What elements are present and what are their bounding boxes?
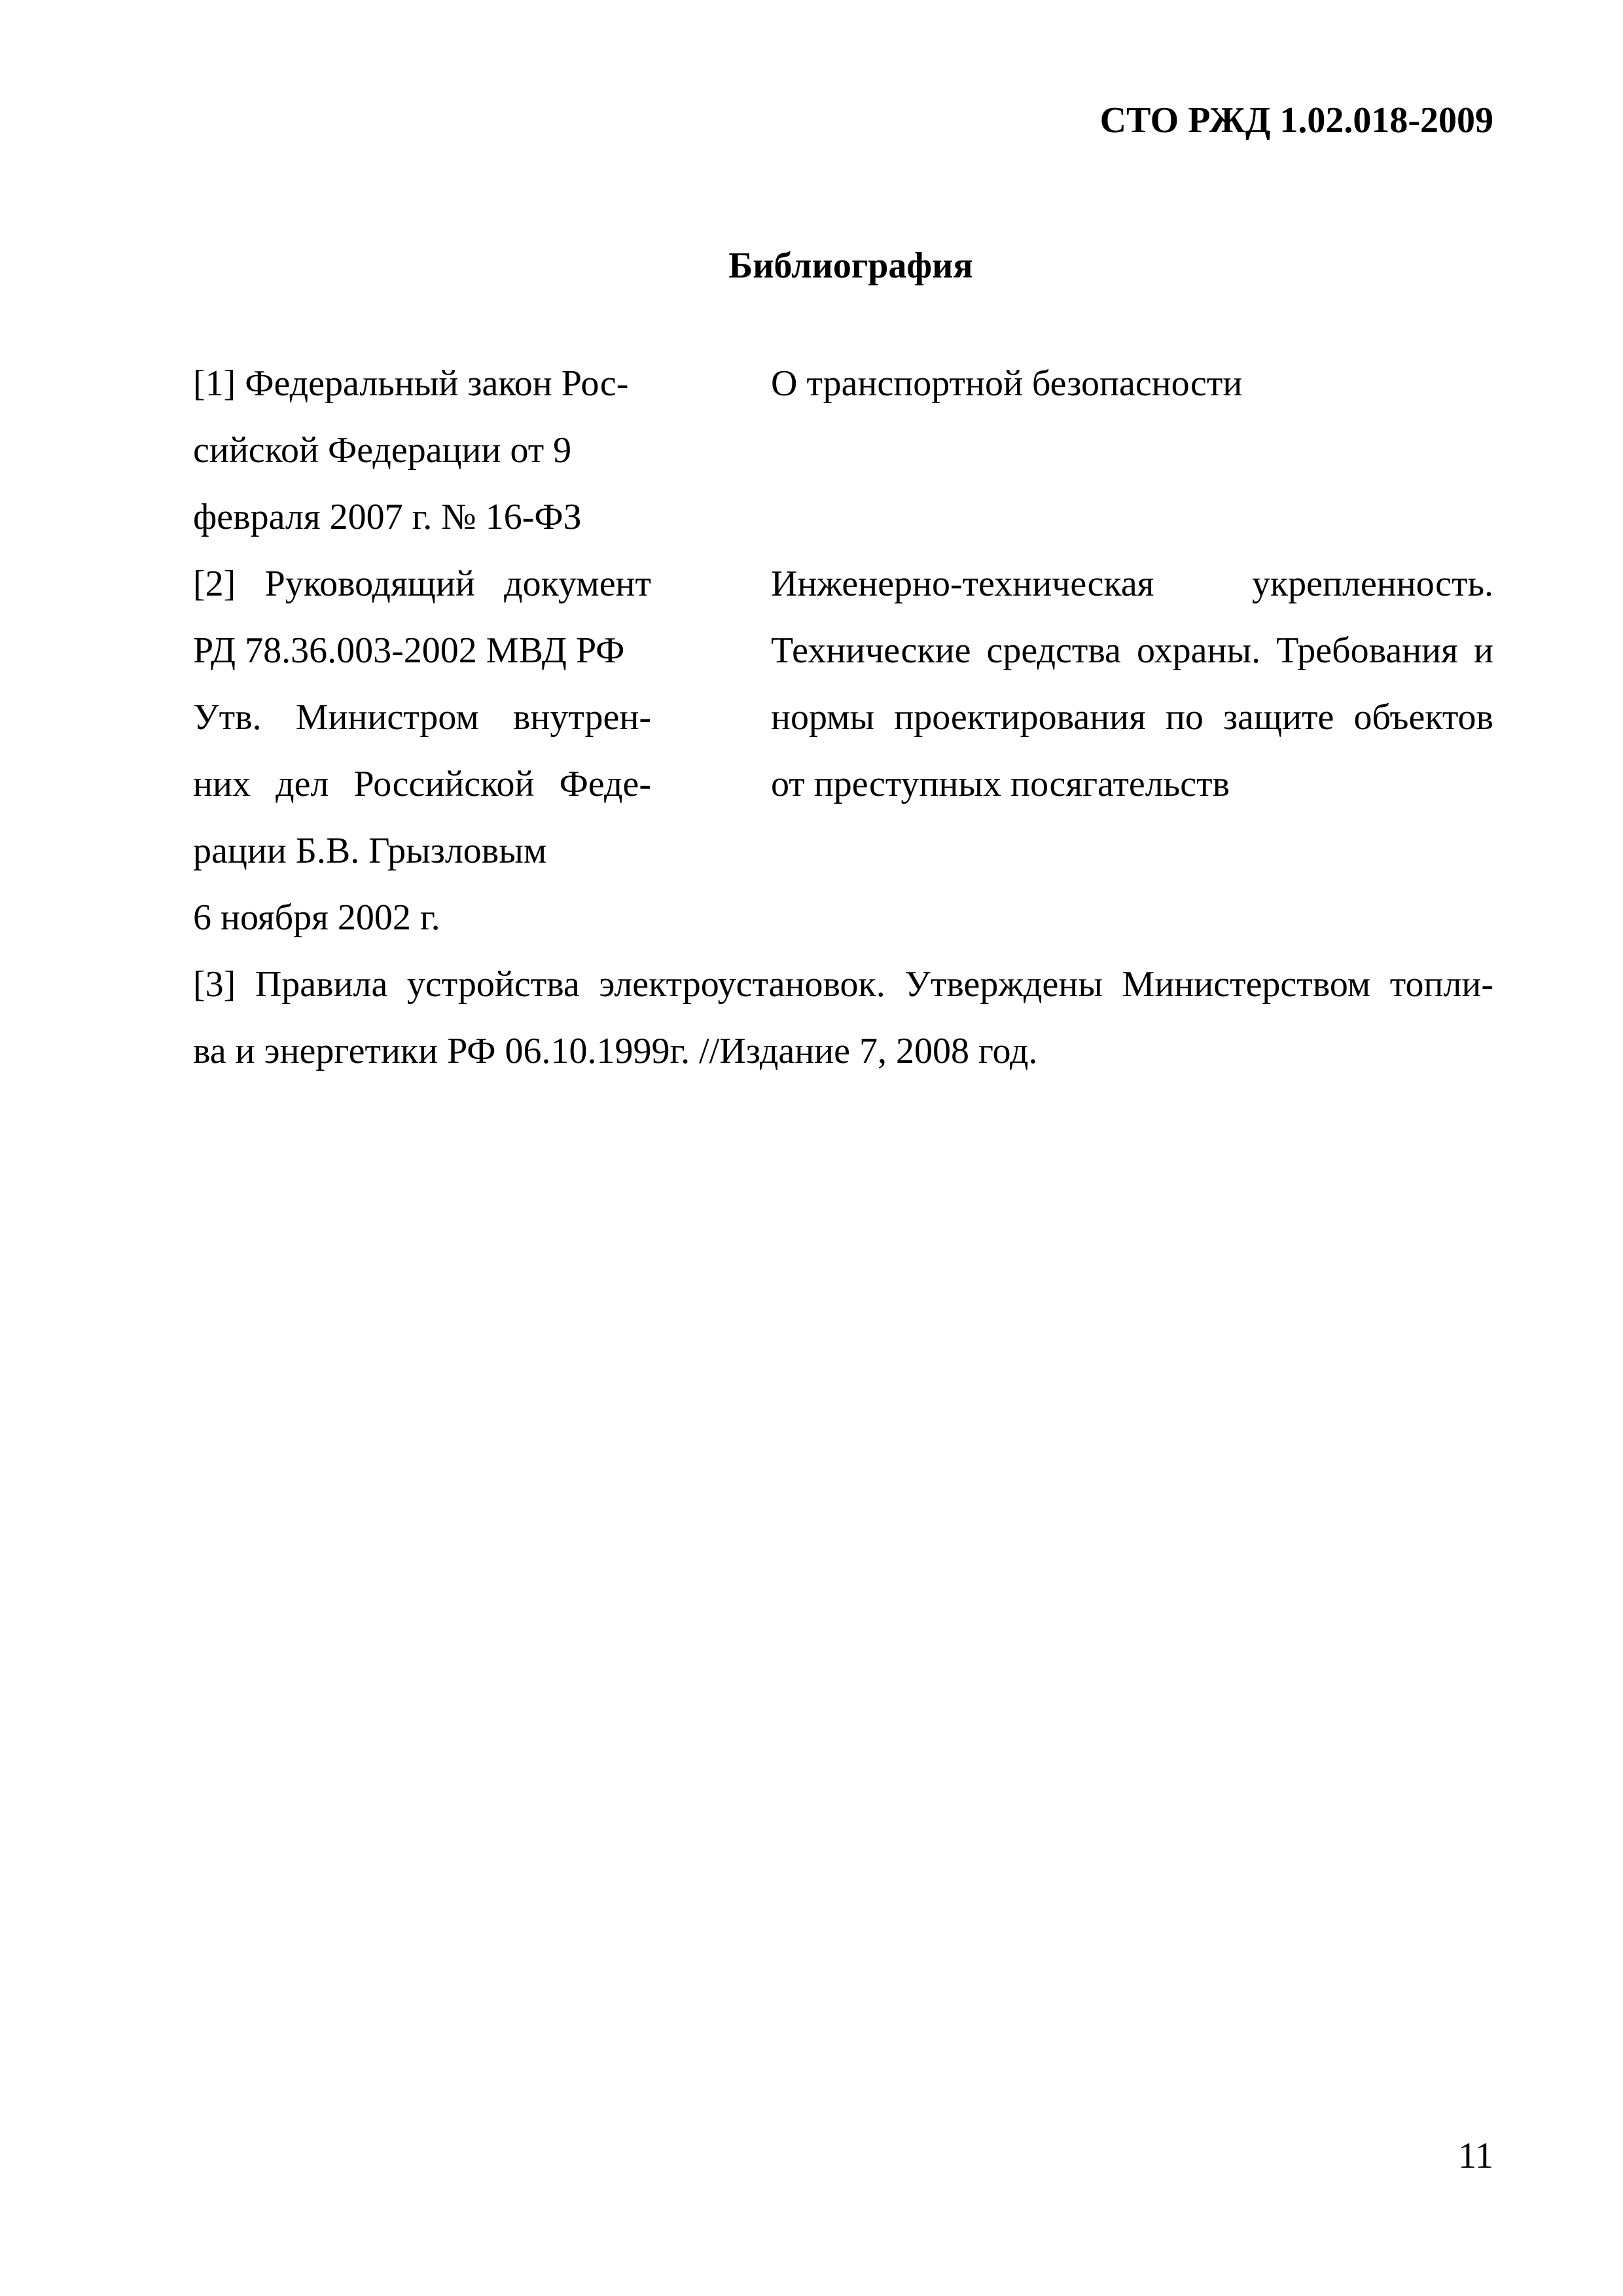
entry-2-title-line-2: Технические средства охраны. Требования и: [771, 630, 1493, 671]
bibliography-title: Библиография: [728, 245, 973, 286]
entry-3-line-2: ва и энергетики РФ 06.10.1999г. //Издание 7, 2008 год.: [193, 1031, 1038, 1071]
bibliography-entry-1-source: [193, 350, 651, 550]
entry-2-source-line-5: рации Б.В. Грызловым: [193, 831, 547, 871]
entry-2-title-line-4: от преступных посягательств: [771, 764, 1230, 804]
entry-2-source-line-2: РД 78.36.003-2002 МВД РФ: [193, 630, 625, 671]
entry-3-line-1: [3] Правила устройства электроустановок. Утверждены Министерством топли-: [193, 964, 1493, 1005]
entry-1-source-line-3: февраля 2007 г. № 16-ФЗ: [193, 497, 582, 537]
entry-1-source-line-2: сийской Федерации от 9: [193, 430, 572, 471]
bibliography-entry-3: [193, 951, 1493, 1085]
page-number: 11: [1458, 2136, 1493, 2176]
entry-2-title-line-1: Инженерно-техническая укрепленность.: [771, 564, 1493, 604]
entry-1-source-line-1: [1] Федеральный закон Рос-: [193, 363, 629, 404]
entry-2-source-line-1: [2] Руководящий документ: [193, 564, 651, 604]
bibliography-entry-2-title: [771, 550, 1493, 817]
entry-2-title-line-3: нормы проектирования по защите объектов: [771, 697, 1493, 738]
bibliography-entry-1-title: [771, 350, 1493, 417]
entry-2-source-line-6: 6 ноября 2002 г.: [193, 897, 440, 938]
bibliography-entry-2-source: [193, 550, 651, 951]
document-code: СТО РЖД 1.02.018-2009: [1099, 100, 1493, 141]
entry-1-title-line-1: О транспортной безопасности: [771, 363, 1243, 404]
entry-2-source-line-4: них дел Российской Феде-: [193, 764, 651, 804]
entry-2-source-line-3: Утв. Министром внутрен-: [193, 697, 651, 738]
